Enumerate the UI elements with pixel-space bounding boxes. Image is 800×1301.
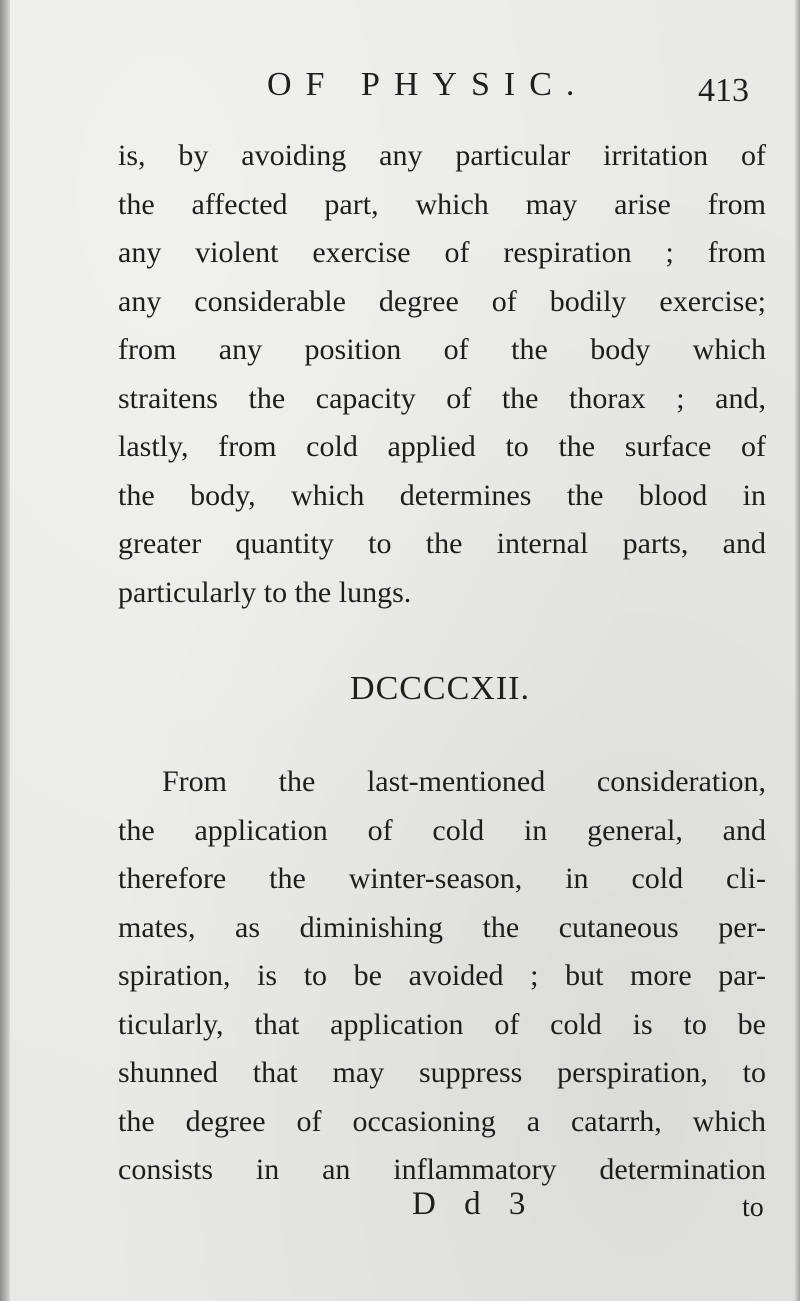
page-edge-shadow (794, 0, 800, 1301)
text-line: ticularly, that application of cold is to be (118, 1007, 766, 1041)
running-title: OF PHYSIC. (267, 66, 589, 103)
text-line: particularly to the lungs. (118, 575, 412, 609)
paragraph-2 (118, 758, 766, 1195)
text-line: any considerable degree of bodily exercise; (118, 284, 766, 318)
text-line: shunned that may suppress perspiration, to (118, 1056, 766, 1089)
text-line: lastly, from cold applied to the surface of (118, 430, 766, 463)
text-line: mates, as diminishing the cutaneous per- (118, 910, 766, 944)
text-line: is, by avoiding any particular irritation of (118, 139, 766, 172)
text-line: from any position of the body which (118, 333, 766, 366)
page-gutter-shadow (0, 0, 10, 1301)
text-line: the degree of occasioning a catarrh, which (118, 1104, 766, 1138)
catchword: to (742, 1192, 764, 1223)
text-line: the affected part, which may arise from (118, 187, 766, 221)
text-line: spiration, is to be avoided ; but more par- (118, 959, 766, 992)
section-number: DCCCCXII. (350, 670, 530, 707)
text-line: therefore the winter-season, in cold cli- (118, 862, 766, 895)
text-line: straitens the capacity of the thorax ; and, (118, 381, 766, 415)
page-number: 413 (698, 72, 749, 109)
text-line: consists in an inflammatory determination (118, 1153, 766, 1186)
text-line: the application of cold in general, and (118, 813, 766, 847)
text-line: any violent exercise of respiration ; from (118, 236, 766, 269)
text-line: greater quantity to the internal parts, and (118, 527, 766, 560)
signature-mark: D d 3 (412, 1186, 536, 1222)
text-line: From the last-mentioned consideration, (162, 765, 766, 798)
text-line: the body, which determines the blood in (118, 478, 766, 512)
paragraph-1 (118, 132, 766, 617)
